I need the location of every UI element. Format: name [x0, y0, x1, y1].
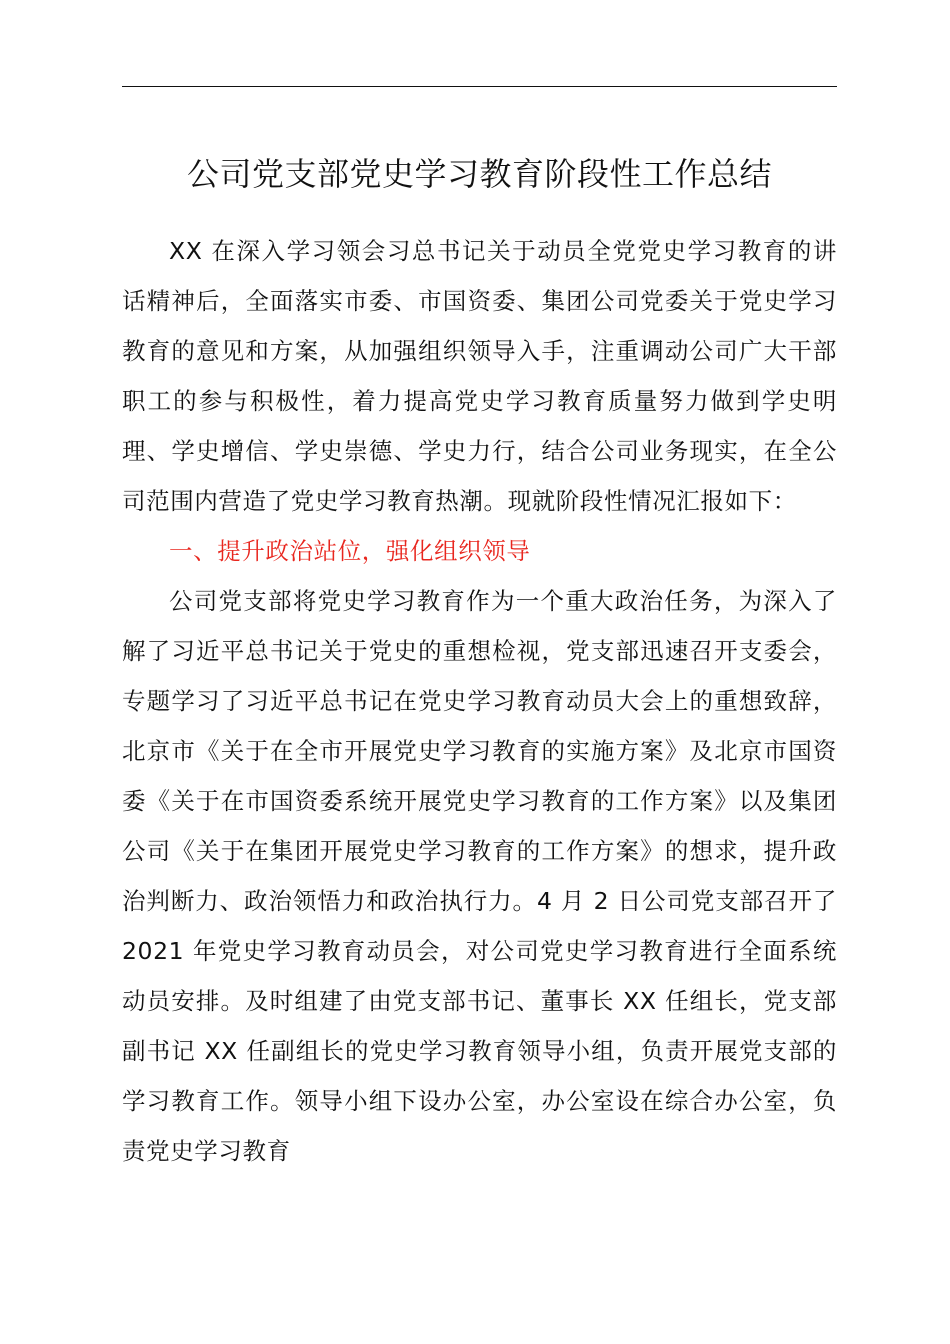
section-heading-1: 一、提升政治站位，强化组织领导 [169, 537, 531, 565]
document-body [122, 226, 837, 1176]
header-rule [122, 86, 837, 87]
intro-paragraph: XX 在深入学习领会习总书记关于动员全党党史学习教育的讲话精神后，全面落实市委、市国资委、集团公司党委关于党史学习教育的意见和方案，从加强组织领导入手，注重调动公司广大干部职工的参与积极性，着力提高党史学习教育质量努力做到学史明理、学史增信、学史崇德、学史力行，结合公司业务现实，在全公司范围内营造了党史学习教育热潮。现就阶段性情况汇报如下： [122, 237, 837, 515]
document-title: 公司党支部党史学习教育阶段性工作总结 [186, 155, 772, 193]
section-1-paragraph: 公司党支部将党史学习教育作为一个重大政治任务，为深入了解了习近平总书记关于党史的重想检视，党支部迅速召开支委会，专题学习了习近平总书记在党史学习教育动员大会上的重想致辞，北京市《关于在全市开展党史学习教育的实施方案》及北京市国资委《关于在市国资委系统开展党史学习教育的工作方案》以及集团公司《关于在集团开展党史学习教育的工作方案》的想求，提升政治判断力、政治领悟力和政治执行力。4 月 2 日公司党支部召开了 2021 年党史学习教育动员会，对公司党史学习教育进行全面系统动员安排。及时组建了由党支部书记、董事长 XX 任组长，党支部副书记 XX 任副组长的党史学习教育领导小组，负责开展党支部的学习教育工作。领导小组下设办公室，办公室设在综合办公室，负责党史学习教育 [122, 587, 837, 1165]
